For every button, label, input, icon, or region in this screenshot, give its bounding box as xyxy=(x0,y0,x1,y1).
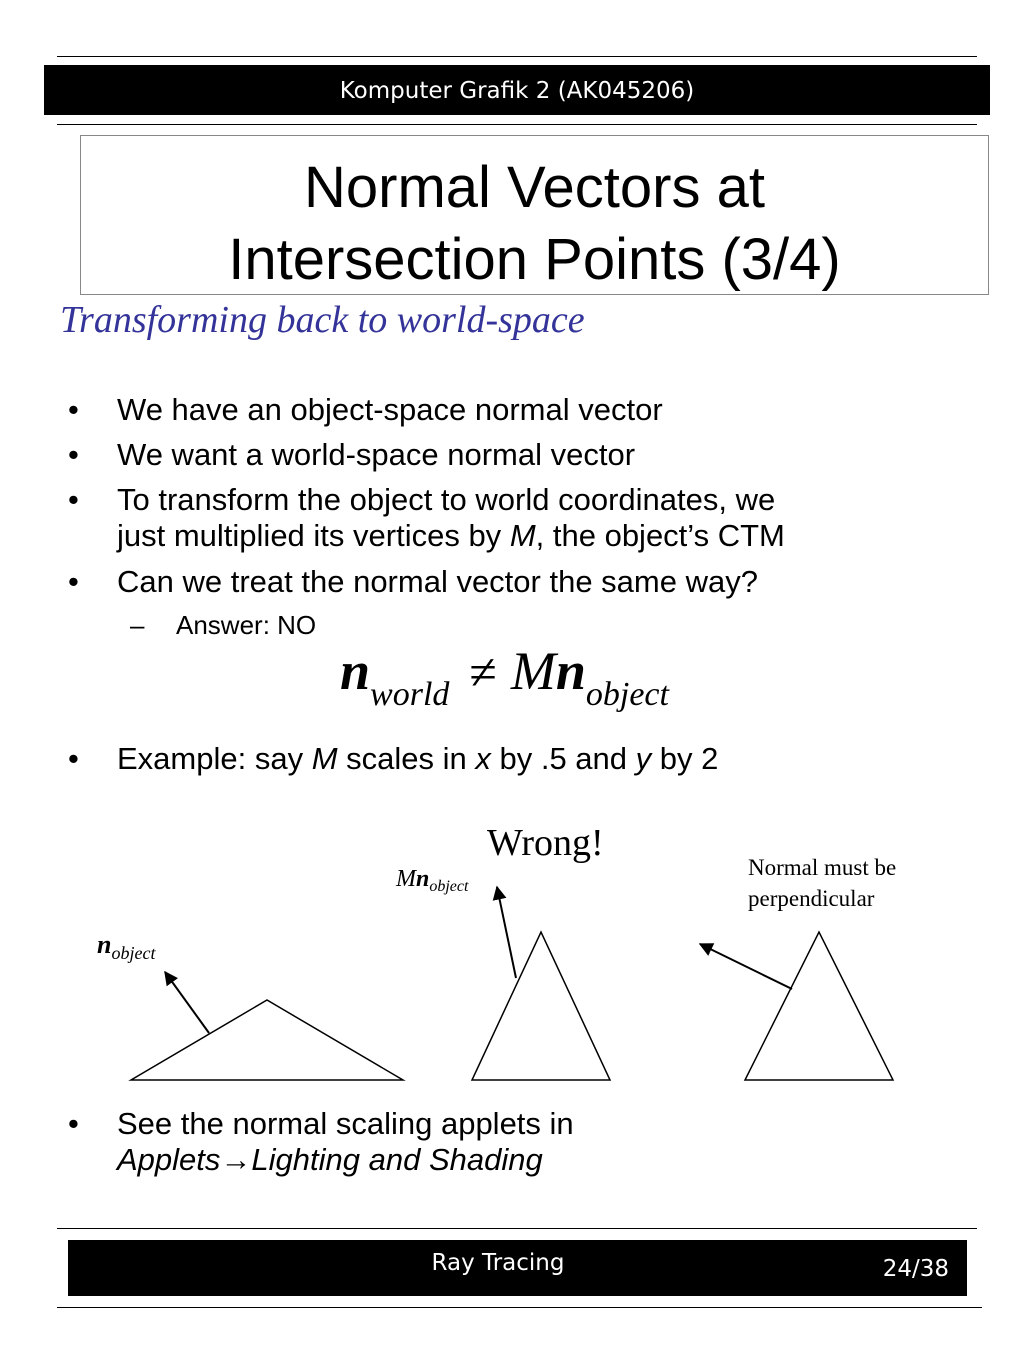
bullet-dot: • xyxy=(68,564,79,599)
mn-object-label xyxy=(396,866,468,893)
title-line-2: Intersection Points (3/4) xyxy=(228,227,841,292)
footer-bottom-rule xyxy=(57,1307,982,1308)
b5-mid2: by .5 and xyxy=(490,741,636,776)
applets-text: Applets xyxy=(117,1142,221,1177)
note-line-2: perpendicular xyxy=(748,886,875,911)
n-object-sub: object xyxy=(111,943,156,963)
perpendicular-note xyxy=(748,852,896,914)
bullet-text xyxy=(117,1106,574,1178)
bullet-6-line-1: See the normal scaling applets in xyxy=(117,1106,574,1141)
section-subtitle: Transforming back to world-space xyxy=(60,299,585,341)
bullet-3-line-2-pre: just multiplied its vertices by xyxy=(117,518,510,553)
footer-top-rule xyxy=(57,1228,977,1229)
formula-n: n xyxy=(340,641,371,701)
b5-m: M xyxy=(311,741,338,776)
formula-m: M xyxy=(510,641,556,701)
bullet-dot: • xyxy=(68,482,79,517)
formula-world: world xyxy=(370,676,450,713)
wide-triangle xyxy=(131,1000,403,1080)
sub-bullet-dash: – xyxy=(130,610,145,640)
arrow-icon: → xyxy=(220,1142,252,1177)
bullet-text: We have an object-space normal vector xyxy=(117,392,663,427)
b5-y: y xyxy=(635,741,652,776)
b5-mid1: scales in xyxy=(337,741,476,776)
formula-neq: ≠ xyxy=(469,644,497,700)
page-number: 24/38 xyxy=(882,1256,949,1282)
wrong-normal-arrow xyxy=(497,887,516,978)
bullet-dot: • xyxy=(68,1106,79,1141)
n-object-label xyxy=(97,930,156,963)
bullet-3-m: M xyxy=(509,518,536,553)
b5-pre: Example: say xyxy=(117,741,312,776)
formula-object: object xyxy=(585,676,669,713)
bullet-3-line-2-post: , the object’s CTM xyxy=(535,518,785,553)
bullet-text: We want a world-space normal vector xyxy=(117,437,636,472)
tall-triangle-correct xyxy=(745,932,893,1080)
bullet-text: Can we treat the normal vector the same way? xyxy=(117,564,758,599)
bullet-dot: • xyxy=(68,437,79,472)
mn-object-sub: object xyxy=(429,878,469,895)
tall-triangle-wrong xyxy=(472,932,610,1080)
object-normal-arrow xyxy=(165,972,209,1033)
bullet-3-line-1: To transform the object to world coordinates, we xyxy=(117,482,776,517)
sub-bullet-text: Answer: NO xyxy=(176,610,317,640)
footer-title: Ray Tracing xyxy=(431,1250,565,1276)
footer-bar xyxy=(68,1240,967,1296)
bullet-dot: • xyxy=(68,392,79,427)
mn-n: n xyxy=(416,866,430,892)
b5-x: x xyxy=(475,741,491,776)
title-line-1: Normal Vectors at xyxy=(304,155,765,220)
n-label: n xyxy=(97,930,112,959)
mn-m: M xyxy=(396,866,416,892)
formula-n2: n xyxy=(555,641,586,701)
note-line-1: Normal must be xyxy=(748,855,897,880)
b5-post: by 2 xyxy=(651,741,719,776)
bullet-dot: • xyxy=(68,741,79,776)
course-title: Komputer Grafik 2 (AK045206) xyxy=(339,78,695,104)
wrong-label: Wrong! xyxy=(487,822,604,864)
correct-normal-arrow xyxy=(700,944,792,989)
lighting-shading-text: Lighting and Shading xyxy=(251,1142,543,1177)
